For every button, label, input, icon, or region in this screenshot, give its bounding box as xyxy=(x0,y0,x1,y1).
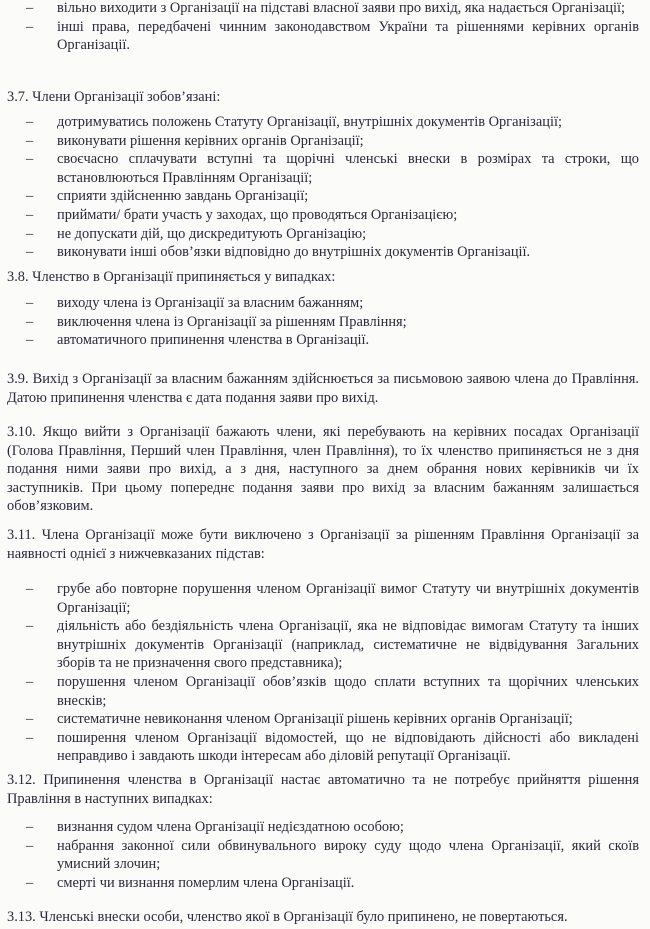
section-3-13: 3.13. Членські внески особи, членство якої в Організації було припинено, не повертаються. xyxy=(7,909,568,925)
list-item: – виключення члена із Організації за рішенням Правління; xyxy=(26,313,407,330)
list-item: – діяльність або бездіяльність члена Організації, яка не відповідає вимогам Статуту та інших внутрішніх документів Організації (наприклад, систематичне не відвідування Загальних зборів та не призначення свого представника); xyxy=(26,618,639,672)
list-item: – грубе або повторне порушення членом Організації вимог Статуту чи внутрішніх документів Організації; xyxy=(26,581,639,616)
section-3-11-heading: 3.11. Члена Організації може бути виключено з Організації за рішенням Правління Організації за наявності однієї з нижчевказаних підстав: xyxy=(7,527,639,562)
section-3-7-list xyxy=(26,113,639,262)
list-item: – набрання законної сили обвинувального вироку суду щодо члена Організації, який скоїв умисний злочин; xyxy=(26,837,639,873)
section-3-8-list xyxy=(26,294,639,350)
section-3-12-heading: 3.12. Припинення членства в Організації настає автоматично та не потребує прийняття рішення Правління в наступних випадках: xyxy=(7,772,639,807)
rights-list xyxy=(26,0,639,55)
list-item: – інші права, передбачені чинним законодавством України та рішеннями керівних органів Організації. xyxy=(26,18,639,54)
list-item: – порушення членом Організації обов’язків щодо сплати вступних та щорічних членських внесків; xyxy=(26,673,639,709)
list-item: – вільно виходити з Організації на підставі власної заяви про вихід, яка надається Організації; xyxy=(26,0,626,16)
list-item: – виходу члена із Організації за власним бажанням; xyxy=(26,295,364,311)
list-item: – виконувати інші обов’язки відповідно до внутрішніх документів Організації. xyxy=(26,244,531,261)
list-item: – визнання судом члена Організації недієздатною особою; xyxy=(26,819,404,835)
section-3-8-heading: 3.8. Членство в Організації припиняється у випадках: xyxy=(7,269,336,285)
list-item: – автоматичного припинення членства в Організації. xyxy=(26,332,370,349)
list-item: – систематичне невиконання членом Організації рішень керівних органів Організації; xyxy=(26,711,573,728)
list-item: – смерті чи визнання померлим члена Організації. xyxy=(26,874,355,891)
list-item: – приймати/ брати участь у заходах, що проводяться Організацією; xyxy=(26,206,458,223)
list-item: – своєчасно сплачувати вступні та щорічні членські внески в розмірах та строки, що встановлюються Правлінням Організації; xyxy=(26,151,639,186)
section-3-12-list xyxy=(26,818,639,892)
section-3-9: 3.9. Вихід з Організації за власним бажанням здійснюється за письмовою заявою члена до Правління. Датою припинення членства є дата подання заяви про вихід. xyxy=(7,371,639,406)
list-item: – виконувати рішення керівних органів Організації; xyxy=(26,132,364,149)
list-item: – поширення членом Організації відомостей, що не відповідають дійсності або викладені неправдиво і завдають шкоди інтересам або діловій репутації Організації. xyxy=(26,729,639,765)
list-item: – дотримуватись положень Статуту Організації, внутрішніх документів Організації; xyxy=(26,114,562,130)
section-3-7-heading: 3.7. Члени Організації зобов’язані: xyxy=(7,89,221,105)
section-3-11-list xyxy=(26,580,639,766)
list-item: – не допускати дій, що дискредитують Організацію; xyxy=(26,225,367,242)
list-item: – сприяти здійсненню завдань Організації; xyxy=(26,188,309,205)
section-3-10: 3.10. Якщо вийти з Організації бажають члени, які перебувають на керівних посадах Організації (Голова Правління, Перший член Правління, член Правління), то їх членство припиняється не з дня подання ними заяви про вихід, а з дня, наступного за днем обрання нових керівників чи їх заступників. При цьому попереднє подання заяви про вихід за власним бажанням залишається обов’язковим. xyxy=(7,424,639,515)
